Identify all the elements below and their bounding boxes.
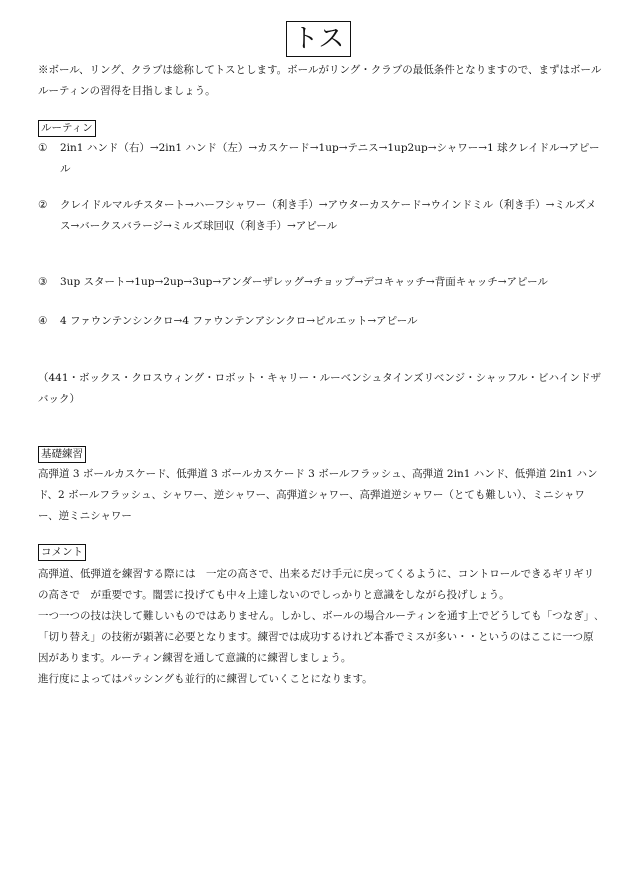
routine-item-number: ④ (38, 315, 48, 327)
page-title: トス (286, 21, 352, 57)
routine-item-number: ② (38, 199, 48, 211)
routine-item-number: ① (38, 142, 48, 154)
title-wrap (0, 21, 637, 57)
comment-paragraph: 一つ一つの技は決して難しいものではありません。しかし、ボールの場合ルーティンを通す上でどうしても「つなぎ」､「切り替え」の技術が顕著に必要となります。練習では成功するけれど本番でミスが多い・・というのはここに一つ原因があります。ルーティン練習を通して意識的に練習しましょう。 (38, 610, 600, 664)
routine-item-2 (38, 195, 603, 237)
routine-item-3 (38, 272, 603, 293)
routine-item-number: ③ (38, 276, 48, 288)
comment-heading: コメント (38, 544, 86, 561)
routine-item-text: クレイドルマルチスタート→ハーフシャワー（利き手）→アウターカスケード→ウインドミル（利き手）→ミルズメス→バークスバラージ→ミルズ球回収（利き手）→アピール (60, 199, 597, 232)
basic-heading: 基礎練習 (38, 446, 86, 463)
routine-item-text: 2in1 ハンド（右）→2in1 ハンド（左）→カスケード→1up→テニス→1up2up→シャワー→1 球クレイドル→アピール (60, 142, 600, 175)
trick-names: （441・ボックス・クロスウィング・ロボット・キャリー・ルーベンシュタインズリベンジ・シャッフル・ビハインドザバック） (38, 372, 601, 405)
routine-heading: ルーティン (38, 120, 96, 137)
routine-item-4 (38, 311, 603, 332)
routine-item-text: 4 ファウンテンシンクロ→4 ファウンテンアシンクロ→ピルエット→アピール (60, 315, 418, 327)
intro-paragraph: ※ボール、リング、クラブは総称してトスとします。ボールがリング・クラブの最低条件となりますので、まずはボールルーティンの習得を目指しましょう。 (38, 64, 602, 97)
routine-item-1 (38, 138, 603, 180)
comment-section (38, 564, 603, 690)
routine-item-text: 3up スタート→1up→2up→3up→アンダーザレッグ→チョップ→デコキャッチ→背面キャッチ→アピール (60, 276, 548, 288)
comment-paragraph: 進行度によってはパッシングも並行的に練習していくことになります。 (38, 673, 373, 685)
comment-paragraph: 高弾道、低弾道を練習する際には 一定の高さで、出来るだけ手元に戻ってくるように、コントロールできるギリギリの高さで が重要です。闇雲に投げても中々上達しないのでしっかりと意識をしながら投げしょう。 (38, 568, 595, 601)
basic-paragraph: 高弾道 3 ボールカスケード、低弾道 3 ボールカスケード 3 ボールフラッシュ、高弾道 2in1 ハンド、低弾道 2in1 ハンド、2 ボールフラッシュ、シャワー、逆シャワー、高弾道シャワー、高弾道逆シャワー（とても難しい）、ミニシャワー、逆ミニシャワー (38, 468, 598, 522)
